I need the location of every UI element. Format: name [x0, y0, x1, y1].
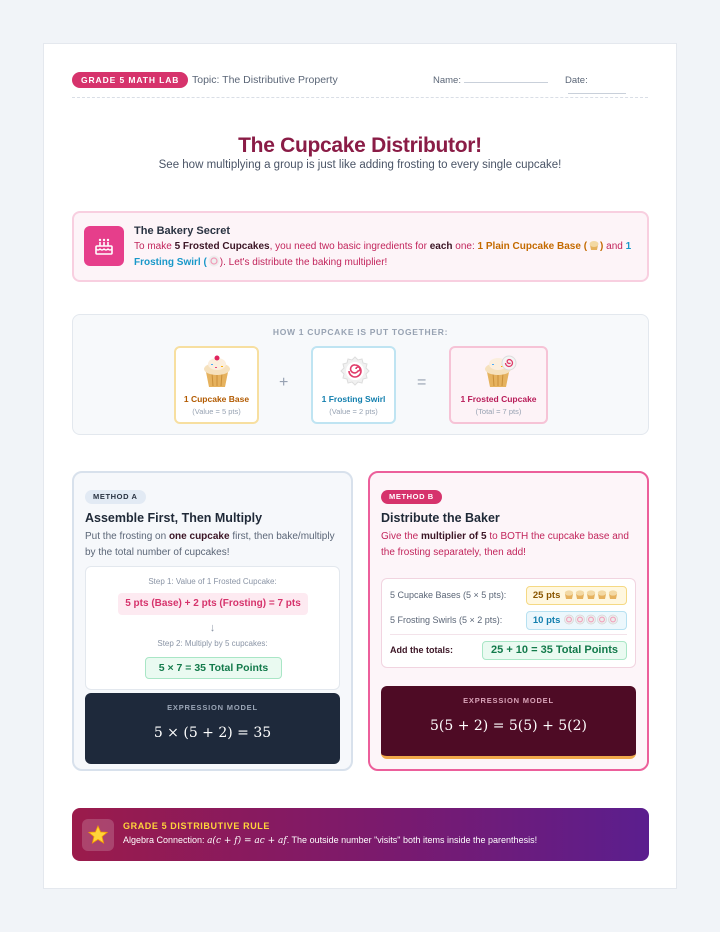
page-title: The Cupcake Distributor!: [238, 134, 482, 157]
topic-label: Topic: The Distributive Property: [192, 74, 338, 86]
card-value: (Value = 5 pts): [192, 407, 241, 416]
method-a-steps: [85, 566, 340, 690]
cupcake-icon: [202, 355, 232, 389]
frosted-cupcake-card: [449, 346, 548, 424]
distributive-rule-banner: [72, 808, 649, 861]
step-2-label: Step 2: Multiply by 5 cupcakes:: [157, 639, 268, 648]
method-b-description: Give the multiplier of 5 to BOTH the cupcake base and the frosting separately, then add!: [381, 531, 629, 558]
plus-sign: +: [279, 374, 289, 391]
method-a-tag: METHOD A: [85, 490, 146, 504]
divider: [390, 634, 627, 635]
name-field[interactable]: Name:: [433, 75, 548, 86]
totals-row: Add the totals: 25 + 10 = 35 Total Points: [390, 639, 627, 661]
card-name: 1 Cupcake Base: [183, 394, 250, 404]
bakery-secret-text: To make 5 Frosted Cupcakes, you need two basic ingredients for each one: 1 Plain Cupcake Base ( ) and 1 Frosting Swirl ( ). Let's distribute the baking multiplier!: [134, 241, 632, 268]
card-name: 1 Frosted Cupcake: [460, 394, 537, 404]
expression-math: 5 × (5 + 2) = 35: [153, 725, 272, 741]
star-icon: [82, 819, 114, 851]
rule-text: Algebra Connection: a(c + f) = ac + af. The outside number "visits" both items inside the parenthesis!: [123, 835, 538, 846]
date-field[interactable]: Date:: [565, 75, 648, 97]
cupcake-icon: [588, 239, 600, 251]
grade-badge: GRADE 5 MATH LAB: [72, 72, 188, 88]
method-b-tag: METHOD B: [381, 490, 442, 504]
cupcake-icon: [484, 355, 518, 389]
composition-label: HOW 1 CUPCAKE IS PUT TOGETHER:: [272, 327, 449, 337]
cupcake-icon: [564, 589, 620, 600]
method-b-panel: [368, 471, 649, 771]
cupcake-composition-panel: [72, 314, 649, 435]
frosting-swirl-card: [311, 346, 396, 424]
totals-value: 25 + 10 = 35 Total Points: [482, 641, 627, 660]
bakery-secret-title: The Bakery Secret: [134, 225, 230, 237]
frosting-swirls-value: 10 pts: [526, 611, 627, 630]
method-b-expression: [381, 686, 636, 759]
cake-icon: [84, 226, 124, 266]
equals-sign: =: [417, 374, 427, 391]
rule-title: GRADE 5 DISTRIBUTIVE RULE: [123, 821, 271, 831]
card-value: (Total = 7 pts): [475, 407, 522, 416]
method-b-title: Distribute the Baker: [381, 511, 500, 525]
step-2-result: 5 × 7 = 35 Total Points: [145, 657, 282, 679]
page-subtitle: See how multiplying a group is just like adding frosting to every single cupcake!: [158, 159, 562, 171]
method-a-title: Assemble First, Then Multiply: [85, 511, 263, 525]
card-value: (Value = 2 pts): [329, 407, 378, 416]
step-1-label: Step 1: Value of 1 Frosted Cupcake:: [148, 577, 277, 586]
expression-label: EXPRESSION MODEL: [463, 696, 554, 705]
method-a-panel: [72, 471, 353, 771]
expression-label: EXPRESSION MODEL: [167, 703, 258, 712]
worksheet: [43, 43, 677, 889]
frosting-swirl-icon: [564, 614, 620, 625]
card-name: 1 Frosting Swirl: [321, 394, 386, 404]
expression-math: 5(5 + 2) = 5(5) + 5(2): [429, 718, 587, 734]
method-a-expression: [85, 693, 340, 764]
step-1-result: 5 pts (Base) + 2 pts (Frosting) = 7 pts: [118, 593, 308, 615]
cupcake-base-card: [174, 346, 259, 424]
frosting-swirl-icon: [339, 355, 371, 389]
method-a-description: Put the frosting on one cupcake first, then bake/multiply by the total number of cupcakes!: [85, 531, 335, 558]
frosting-swirl-icon: [208, 255, 220, 267]
down-arrow-icon: ↓: [209, 622, 216, 634]
worksheet-header: [72, 72, 648, 98]
method-b-calculation: [381, 578, 636, 668]
frosting-swirls-row: 5 Frosting Swirls (5 × 2 pts): 10 pts: [390, 609, 627, 631]
bakery-secret-callout: [72, 211, 649, 282]
cupcake-bases-row: 5 Cupcake Bases (5 × 5 pts): 25 pts: [390, 584, 627, 606]
cupcake-bases-value: 25 pts: [526, 586, 627, 605]
